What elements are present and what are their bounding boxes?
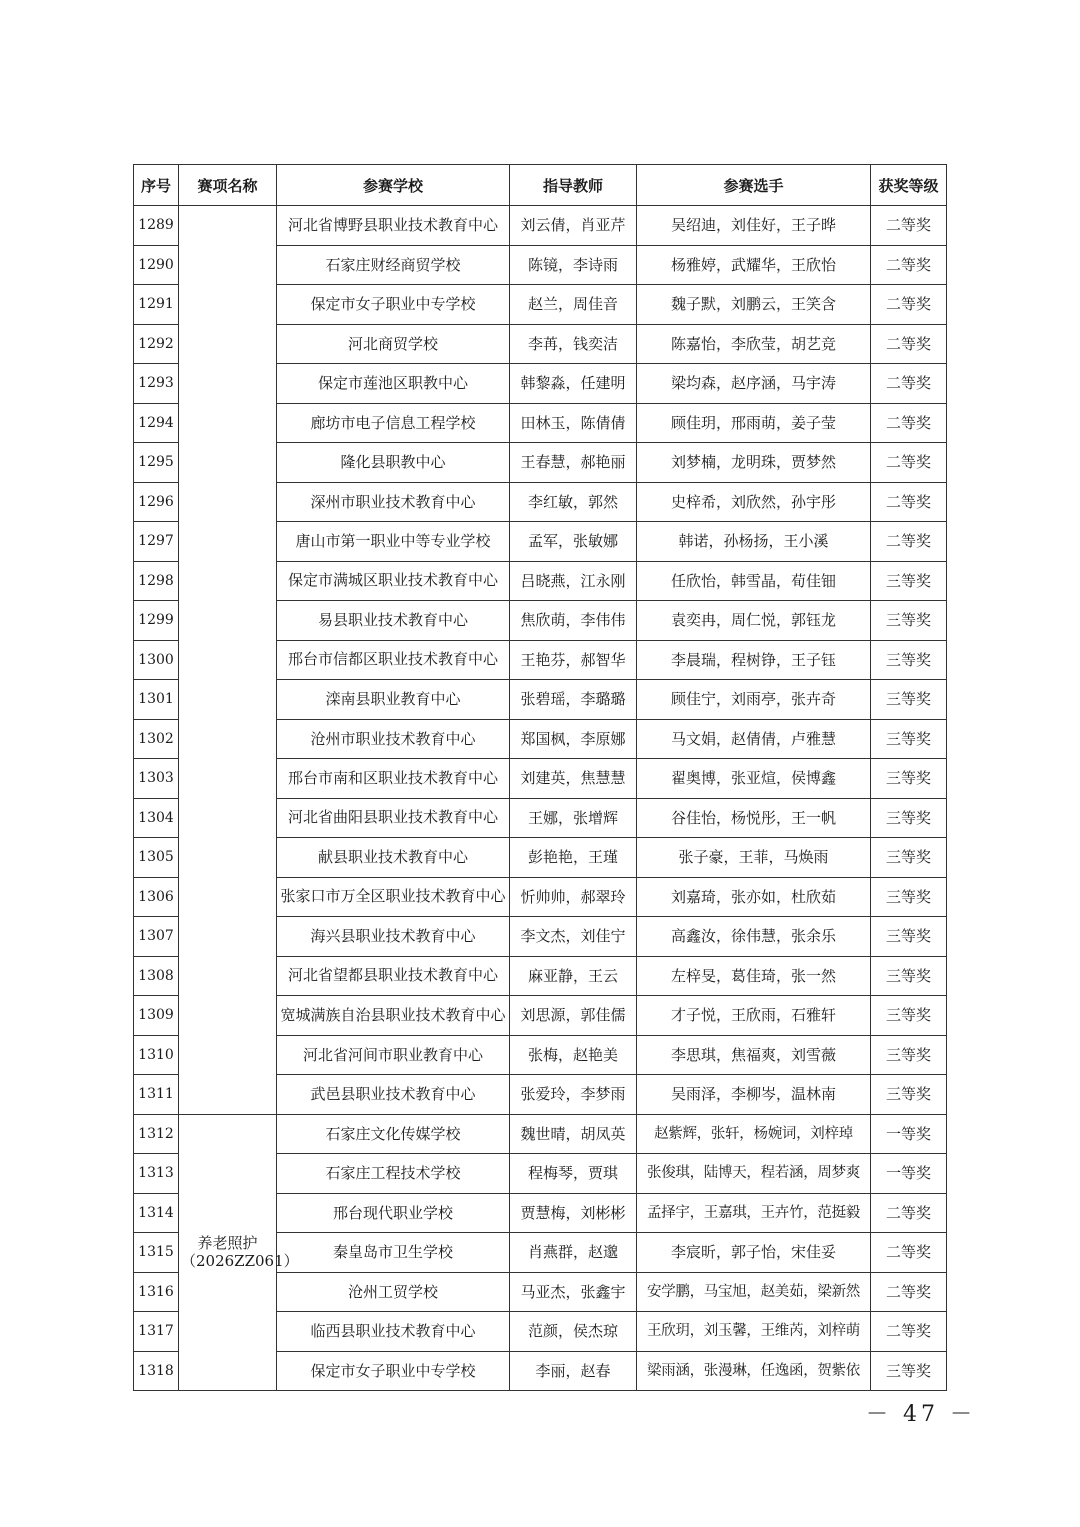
row-index: 1316 (134, 1272, 179, 1312)
school-name: 沧州市职业技术教育中心 (277, 719, 510, 759)
contestant-names: 陈嘉怡，李欣莹，胡艺竞 (637, 324, 871, 364)
teacher-names: 魏世晴，胡凤英 (510, 1114, 637, 1154)
row-index: 1302 (134, 719, 179, 759)
row-index: 1305 (134, 838, 179, 878)
award-level: 一等奖 (871, 1114, 947, 1154)
award-level: 三等奖 (871, 798, 947, 838)
teacher-names: 张梅，赵艳美 (510, 1035, 637, 1075)
contestant-names: 刘嘉琦，张亦如，杜欣茹 (637, 877, 871, 917)
teacher-names: 麻亚静，王云 (510, 956, 637, 996)
award-level: 二等奖 (871, 245, 947, 285)
award-level: 三等奖 (871, 601, 947, 641)
teacher-names: 程梅琴，贾琪 (510, 1154, 637, 1194)
award-level: 二等奖 (871, 285, 947, 325)
school-name: 献县职业技术教育中心 (277, 838, 510, 878)
row-index: 1313 (134, 1154, 179, 1194)
school-name: 秦皇岛市卫生学校 (277, 1233, 510, 1273)
school-name: 临西县职业技术教育中心 (277, 1312, 510, 1352)
teacher-names: 李文杰，刘佳宁 (510, 917, 637, 957)
row-index: 1296 (134, 482, 179, 522)
school-name: 邢台现代职业学校 (277, 1193, 510, 1233)
contestant-names: 吴绍迪，刘佳好，王子晔 (637, 206, 871, 246)
contestant-names: 张俊琪，陆博天，程若涵，周梦爽 (637, 1154, 871, 1194)
award-level: 二等奖 (871, 206, 947, 246)
row-index: 1289 (134, 206, 179, 246)
teacher-names: 焦欣萌，李伟伟 (510, 601, 637, 641)
teacher-names: 陈镜，李诗雨 (510, 245, 637, 285)
header-event: 赛项名称 (179, 165, 277, 206)
contestant-names: 李晨瑞，程树铮，王子钰 (637, 640, 871, 680)
award-level: 三等奖 (871, 719, 947, 759)
school-name: 深州市职业技术教育中心 (277, 482, 510, 522)
contestant-names: 史梓希，刘欣然，孙宇彤 (637, 482, 871, 522)
school-name: 河北省曲阳县职业技术教育中心 (277, 798, 510, 838)
contestant-names: 谷佳怡，杨悦彤，王一帆 (637, 798, 871, 838)
school-name: 保定市满城区职业技术教育中心 (277, 561, 510, 601)
teacher-names: 韩黎淼，任建明 (510, 364, 637, 404)
school-name: 宽城满族自治县职业技术教育中心 (277, 996, 510, 1036)
row-index: 1318 (134, 1351, 179, 1391)
school-name: 保定市女子职业中专学校 (277, 1351, 510, 1391)
row-index: 1303 (134, 759, 179, 799)
row-index: 1317 (134, 1312, 179, 1352)
award-level: 二等奖 (871, 364, 947, 404)
teacher-names: 郑国枫，李原娜 (510, 719, 637, 759)
school-name: 廊坊市电子信息工程学校 (277, 403, 510, 443)
teacher-names: 刘思源，郭佳儒 (510, 996, 637, 1036)
school-name: 隆化县职教中心 (277, 443, 510, 483)
school-name: 邢台市南和区职业技术教育中心 (277, 759, 510, 799)
row-index: 1295 (134, 443, 179, 483)
contestant-names: 左梓旻，葛佳琦，张一然 (637, 956, 871, 996)
row-index: 1306 (134, 877, 179, 917)
row-index: 1310 (134, 1035, 179, 1075)
school-name: 唐山市第一职业中等专业学校 (277, 522, 510, 562)
school-name: 河北省望都县职业技术教育中心 (277, 956, 510, 996)
header-school: 参赛学校 (277, 165, 510, 206)
award-level: 三等奖 (871, 561, 947, 601)
contestant-names: 李思琪，焦福爽，刘雪薇 (637, 1035, 871, 1075)
header-row (134, 165, 947, 206)
school-name: 河北省博野县职业技术教育中心 (277, 206, 510, 246)
row-index: 1298 (134, 561, 179, 601)
award-level: 二等奖 (871, 522, 947, 562)
award-level: 三等奖 (871, 640, 947, 680)
table-row (134, 206, 947, 246)
table-body (134, 206, 947, 1391)
contestant-names: 杨雅婷，武耀华，王欣怡 (637, 245, 871, 285)
contestant-names: 孟择宇，王嘉琪，王卉竹，范挺毅 (637, 1193, 871, 1233)
header-teachers: 指导教师 (510, 165, 637, 206)
row-index: 1290 (134, 245, 179, 285)
award-level: 三等奖 (871, 956, 947, 996)
teacher-names: 吕晓燕，江永刚 (510, 561, 637, 601)
award-level: 三等奖 (871, 1035, 947, 1075)
contestant-names: 安学鹏，马宝旭，赵美茹，梁新然 (637, 1272, 871, 1312)
row-index: 1291 (134, 285, 179, 325)
award-level: 二等奖 (871, 1193, 947, 1233)
teacher-names: 贾慧梅，刘彬彬 (510, 1193, 637, 1233)
contestant-names: 梁雨涵，张漫琳，任逸函，贺紫依 (637, 1351, 871, 1391)
award-level: 三等奖 (871, 1351, 947, 1391)
school-name: 邢台市信都区职业技术教育中心 (277, 640, 510, 680)
contestant-names: 王欣玥，刘玉馨，王维芮，刘梓萌 (637, 1312, 871, 1352)
school-name: 河北省河间市职业教育中心 (277, 1035, 510, 1075)
award-level: 一等奖 (871, 1154, 947, 1194)
award-level: 二等奖 (871, 403, 947, 443)
header-award-level: 获奖等级 (871, 165, 947, 206)
teacher-names: 刘云倩，肖亚芹 (510, 206, 637, 246)
teacher-names: 田林玉，陈倩倩 (510, 403, 637, 443)
school-name: 河北商贸学校 (277, 324, 510, 364)
row-index: 1299 (134, 601, 179, 641)
row-index: 1297 (134, 522, 179, 562)
header-contestants: 参赛选手 (637, 165, 871, 206)
row-index: 1314 (134, 1193, 179, 1233)
award-level: 三等奖 (871, 996, 947, 1036)
teacher-names: 王娜，张增辉 (510, 798, 637, 838)
teacher-names: 李红敏，郭然 (510, 482, 637, 522)
school-name: 易县职业技术教育中心 (277, 601, 510, 641)
contestant-names: 吴雨泽，李柳岑，温林南 (637, 1075, 871, 1115)
school-name: 滦南县职业教育中心 (277, 680, 510, 720)
teacher-names: 李苒，钱奕洁 (510, 324, 637, 364)
teacher-names: 刘建英，焦慧慧 (510, 759, 637, 799)
event-name (179, 206, 277, 1115)
school-name: 石家庄财经商贸学校 (277, 245, 510, 285)
teacher-names: 赵兰，周佳音 (510, 285, 637, 325)
row-index: 1311 (134, 1075, 179, 1115)
contestant-names: 赵紫辉，张轩，杨婉词，刘梓琸 (637, 1114, 871, 1154)
award-level: 二等奖 (871, 1272, 947, 1312)
contestant-names: 梁均森，赵序涵，马宇涛 (637, 364, 871, 404)
contestant-names: 才子悦，王欣雨，石雅轩 (637, 996, 871, 1036)
contestant-names: 袁奕冉，周仁悦，郭钰龙 (637, 601, 871, 641)
award-level: 三等奖 (871, 1075, 947, 1115)
award-level: 三等奖 (871, 680, 947, 720)
award-level: 二等奖 (871, 443, 947, 483)
school-name: 武邑县职业技术教育中心 (277, 1075, 510, 1115)
contestant-names: 韩诺，孙杨扬，王小溪 (637, 522, 871, 562)
award-level: 三等奖 (871, 759, 947, 799)
award-level: 二等奖 (871, 1233, 947, 1273)
contestant-names: 顾佳玥，邢雨萌，姜子莹 (637, 403, 871, 443)
header-index: 序号 (134, 165, 179, 206)
award-level: 三等奖 (871, 877, 947, 917)
teacher-names: 彭艳艳，王瑾 (510, 838, 637, 878)
teacher-names: 张爱玲，李梦雨 (510, 1075, 637, 1115)
school-name: 张家口市万全区职业技术教育中心 (277, 877, 510, 917)
teacher-names: 李丽，赵春 (510, 1351, 637, 1391)
contestant-names: 高鑫汝，徐伟慧，张余乐 (637, 917, 871, 957)
award-level: 二等奖 (871, 324, 947, 364)
teacher-names: 马亚杰，张鑫宇 (510, 1272, 637, 1312)
contestant-names: 魏子默，刘鹏云，王笑含 (637, 285, 871, 325)
award-table (133, 164, 947, 1391)
row-index: 1301 (134, 680, 179, 720)
school-name: 海兴县职业技术教育中心 (277, 917, 510, 957)
award-level: 三等奖 (871, 917, 947, 957)
school-name: 保定市女子职业中专学校 (277, 285, 510, 325)
row-index: 1304 (134, 798, 179, 838)
award-level: 三等奖 (871, 838, 947, 878)
contestant-names: 张子豪，王菲，马焕雨 (637, 838, 871, 878)
contestant-names: 马文娟，赵倩倩，卢雅慧 (637, 719, 871, 759)
school-name: 石家庄文化传媒学校 (277, 1114, 510, 1154)
teacher-names: 王艳芬，郝智华 (510, 640, 637, 680)
row-index: 1293 (134, 364, 179, 404)
table-row (134, 1114, 947, 1154)
row-index: 1294 (134, 403, 179, 443)
page-number: － 47 － (866, 1402, 976, 1427)
teacher-names: 孟军，张敏娜 (510, 522, 637, 562)
teacher-names: 范颜，侯杰琼 (510, 1312, 637, 1352)
row-index: 1308 (134, 956, 179, 996)
row-index: 1309 (134, 996, 179, 1036)
teacher-names: 张碧瑶，李璐璐 (510, 680, 637, 720)
contestant-names: 任欣怡，韩雪晶，荀佳钿 (637, 561, 871, 601)
row-index: 1292 (134, 324, 179, 364)
teacher-names: 肖燕群，赵邈 (510, 1233, 637, 1273)
school-name: 保定市莲池区职教中心 (277, 364, 510, 404)
contestant-names: 翟奥博，张亚煊，侯博鑫 (637, 759, 871, 799)
school-name: 石家庄工程技术学校 (277, 1154, 510, 1194)
row-index: 1307 (134, 917, 179, 957)
school-name: 沧州工贸学校 (277, 1272, 510, 1312)
row-index: 1312 (134, 1114, 179, 1154)
contestant-names: 李宸昕，郭子怡，宋佳妥 (637, 1233, 871, 1273)
contestant-names: 顾佳宁，刘雨亭，张卉奇 (637, 680, 871, 720)
teacher-names: 王春慧，郝艳丽 (510, 443, 637, 483)
award-level: 二等奖 (871, 1312, 947, 1352)
event-name: 养老照护（2026ZZ061） (179, 1114, 277, 1391)
contestant-names: 刘梦楠，龙明珠，贾梦然 (637, 443, 871, 483)
row-index: 1315 (134, 1233, 179, 1273)
row-index: 1300 (134, 640, 179, 680)
teacher-names: 忻帅帅，郝翠玲 (510, 877, 637, 917)
award-level: 二等奖 (871, 482, 947, 522)
